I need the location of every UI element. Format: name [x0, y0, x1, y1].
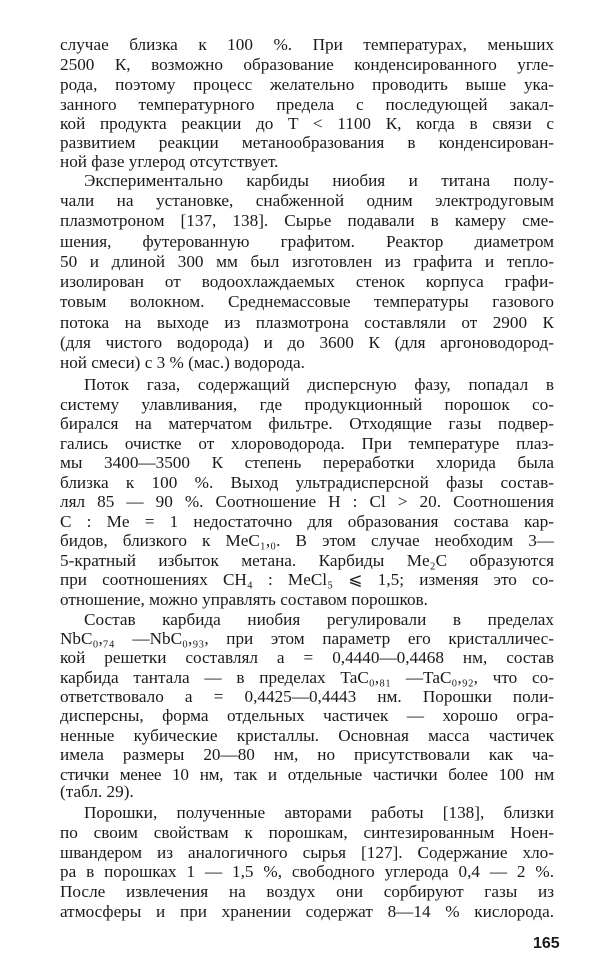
text-line: гались очистке от хлороводорода. При температуре плаз-	[60, 434, 554, 453]
text-line: лял 85 — 90 %. Соотношение H : Cl > 20. Соотношения	[60, 492, 554, 511]
paragraph-start-line: Состав карбида ниобия регулировали в пределах	[84, 610, 554, 629]
paragraph-start-line: Порошки, полученные авторами работы [138], близки	[84, 803, 554, 822]
text-line: После извлечения на воздух они сорбируют газы из	[60, 882, 554, 901]
text-line: ра в порошках 1 — 1,5 %, свободного углерода 0,4 — 2 %.	[60, 862, 554, 881]
text-line: атмосферы и при хранении содержат 8—14 % кислорода.	[60, 902, 554, 921]
text-line: систему улавливания, где продукционный порошок со-	[60, 395, 554, 414]
text-line: швандером из аналогичного сырья [127]. Содержание хло-	[60, 843, 554, 862]
text-line: случае близка к 100 %. При температурах, меньших	[60, 35, 554, 54]
text-line: развитием реакции метанообразования в конденсирован-	[60, 133, 554, 152]
paragraph-start-line: Экспериментально карбиды ниобия и титана полу-	[84, 171, 554, 190]
text-line: C : Me = 1 недостаточно для образования состава кар-	[60, 512, 554, 531]
text-line: (табл. 29).	[60, 782, 134, 801]
text-line: бирался на матерчатом фильтре. Отходящие газы подвер-	[60, 414, 554, 433]
text-line: стички менее 10 нм, так и отдельные частички более 100 нм	[60, 765, 554, 784]
text-line: 2500 К, возможно образование конденсированного угле-	[60, 55, 554, 74]
text-line: кой решетки составлял a = 0,4440—0,4468 нм, состав	[60, 648, 554, 667]
text-line: бидов, близкого к MeC₁,₀. В этом случае необходим 3—	[60, 531, 554, 550]
text-line: ной смеси) с 3 % (мас.) водорода.	[60, 353, 305, 372]
text-line: 5-кратный избыток метана. Карбиды Me₂C образуются	[60, 551, 554, 570]
text-line: ной фазе углерод отсутствует.	[60, 152, 279, 171]
text-line: отношение, можно управлять составом порошков.	[60, 590, 428, 609]
text-line: 50 и длиной 300 мм был изготовлен из графита и тепло-	[60, 252, 554, 271]
text-line: изолирован от водоохлаждаемых стенок корпуса графи-	[60, 272, 554, 291]
text-line: (для чистого водорода) и до 3600 К (для аргоноводород-	[60, 333, 554, 352]
text-line: дисперсны, форма отдельных частичек — хорошо огра-	[60, 706, 554, 725]
text-line: шения, футерованную графитом. Реактор диаметром	[60, 232, 554, 251]
text-line: плазмотроном [137, 138]. Сырье подавали в камеру сме-	[60, 211, 554, 230]
text-line: при соотношениях CH₄ : MeCl₅ ⩽ 1,5; изменяя это со-	[60, 570, 554, 589]
text-line: NbC₀,₇₄ —NbC₀,₉₃, при этом параметр его кристалличес-	[60, 629, 554, 648]
text-line: товым волокном. Среднемассовые температуры газового	[60, 292, 554, 311]
text-line: ответствовало a = 0,4425—0,4443 нм. Порошки поли-	[60, 687, 554, 706]
text-line: по своим свойствам к порошкам, синтезированным Ноен-	[60, 823, 554, 842]
text-line: потока на выходе из плазмотрона составляли от 2900 К	[60, 313, 554, 332]
text-line: мы 3400—3500 К степень переработки хлорида была	[60, 453, 554, 472]
text-line: ненные кубические кристаллы. Основная масса частичек	[60, 726, 554, 745]
text-line: рода, поэтому процесс желательно проводить выше ука-	[60, 75, 554, 94]
text-line: занного температурного предела с последующей закал-	[60, 95, 554, 114]
text-line: близка к 100 %. Выход ультрадисперсной фазы состав-	[60, 473, 554, 492]
text-line: карбида тантала — в пределах TaC₀,₈₁ —TaC₀,₉₂, что со-	[60, 668, 554, 687]
text-line: кой продукта реакции до T < 1100 К, когда в связи с	[60, 114, 554, 133]
text-line: чали на установке, снабженной одним электродуговым	[60, 191, 554, 210]
text-line: имела размеры 20—80 нм, но присутствовали как ча-	[60, 745, 554, 764]
paragraph-start-line: Поток газа, содержащий дисперсную фазу, попадал в	[84, 375, 554, 394]
page-number: 165	[533, 935, 560, 952]
